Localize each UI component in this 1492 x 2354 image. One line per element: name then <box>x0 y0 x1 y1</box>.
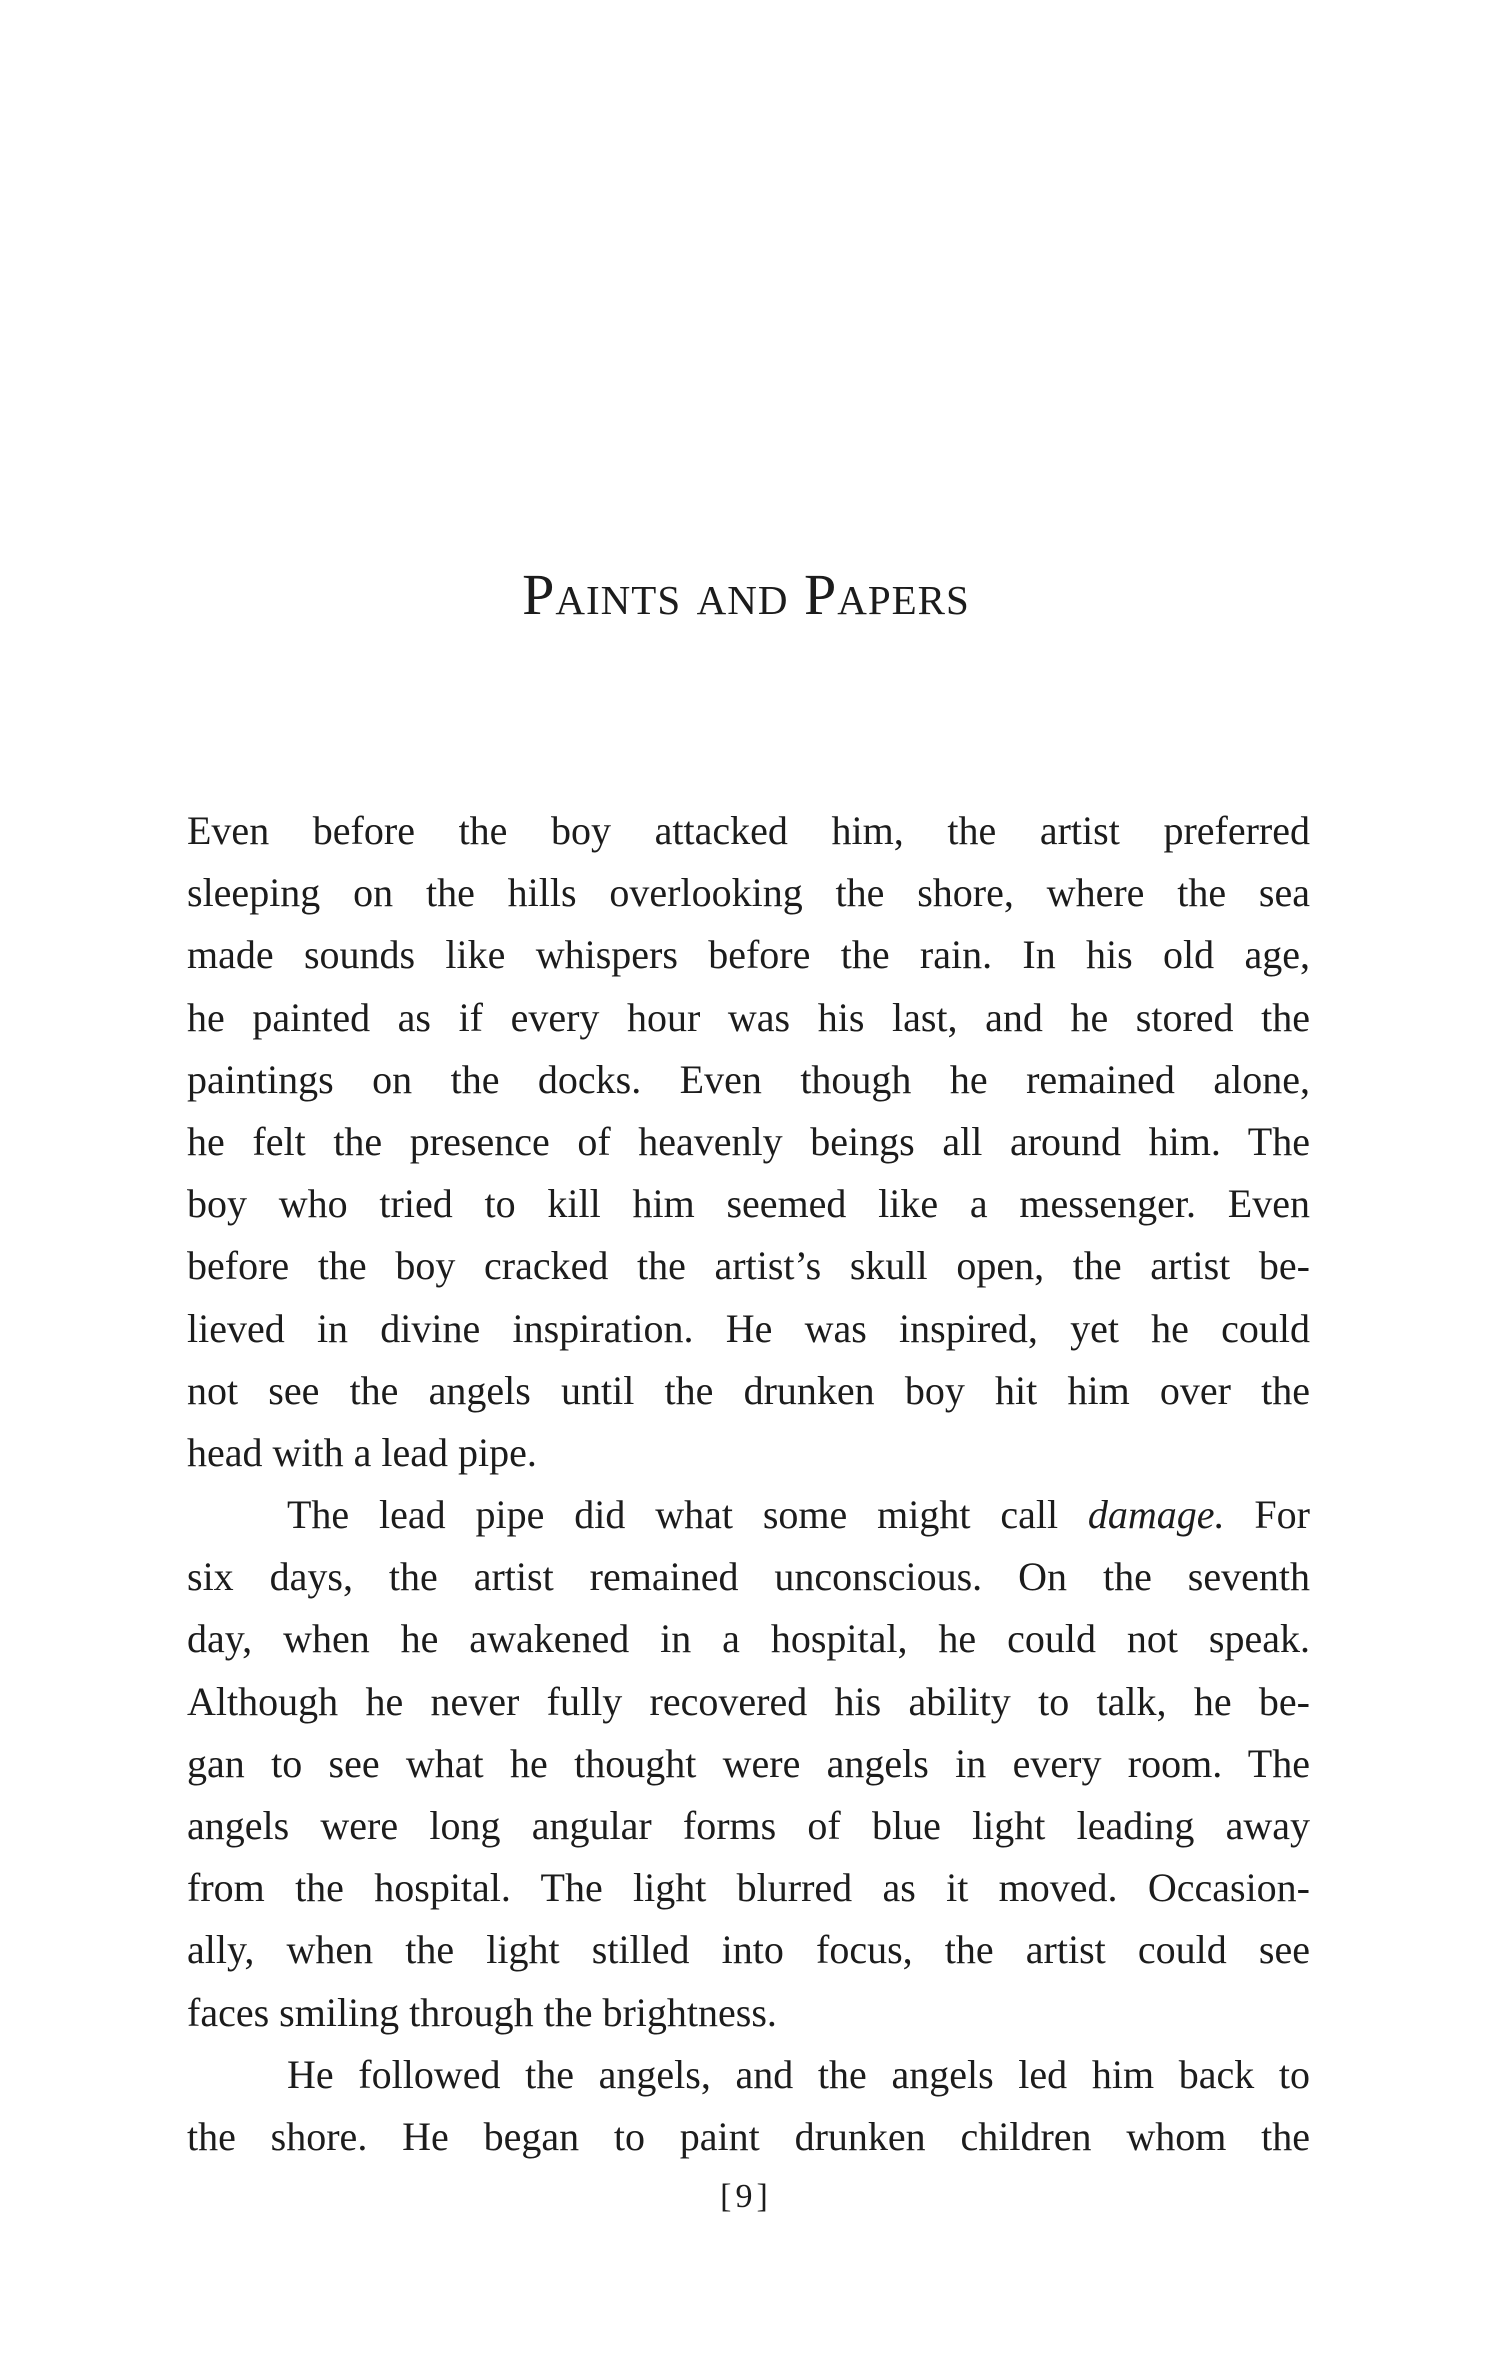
text-line: not see the angels until the drunken boy hit him over the <box>187 1367 1310 1413</box>
text-line: faces smiling through the brightness. <box>187 1989 777 2035</box>
text-line: before the boy cracked the artist’s skull open, the artist be- <box>187 1243 1310 1289</box>
emphasis: damage. <box>1087 1492 1225 1538</box>
text-line: six days, the artist remained unconscious. On the seventh <box>187 1554 1310 1600</box>
text-line: he felt the presence of heavenly beings all around him. The <box>187 1118 1310 1164</box>
text-line: boy who tried to kill him seemed like a messenger. Even <box>187 1181 1310 1227</box>
text-line: lieved in divine inspiration. He was inspired, yet he could <box>187 1305 1310 1351</box>
page-number: [9] <box>720 2178 772 2215</box>
paragraph-3 <box>187 2044 1310 2168</box>
chapter-title: Paints and Papers <box>522 562 970 627</box>
text-run: For <box>1224 1492 1310 1538</box>
text-line: day, when he awakened in a hospital, he could not speak. <box>187 1616 1310 1662</box>
paragraph-1 <box>187 800 1310 1484</box>
text-line: angels were long angular forms of blue light leading away <box>187 1803 1310 1848</box>
text-line: ally, when the light stilled into focus, the artist could see <box>187 1927 1310 1973</box>
text-line: made sounds like whispers before the rain. In his old age, <box>187 932 1310 978</box>
paragraph-2 <box>187 1484 1310 2044</box>
body-text <box>187 800 1310 2168</box>
text-run: The lead pipe did what some might call <box>287 1492 1088 1538</box>
text-line: paintings on the docks. Even though he remained alone, <box>187 1056 1310 1102</box>
text-line: gan to see what he thought were angels in every room. The <box>187 1740 1310 1786</box>
text-line: Although he never fully recovered his ability to talk, he be- <box>187 1678 1310 1724</box>
text-line: He followed the angels, and the angels led him back to <box>287 2051 1310 2097</box>
text-line: head with a lead pipe. <box>187 1429 537 1475</box>
text-line: Even before the boy attacked him, the artist preferred <box>187 808 1310 853</box>
text-line: he painted as if every hour was his last, and he stored the <box>187 994 1310 1040</box>
text-line <box>187 1484 1310 1546</box>
text-line: sleeping on the hills overlooking the shore, where the sea <box>187 870 1310 916</box>
text-line: the shore. He began to paint drunken children whom the <box>187 2113 1310 2159</box>
text-line: from the hospital. The light blurred as it moved. Occasion- <box>187 1865 1310 1911</box>
